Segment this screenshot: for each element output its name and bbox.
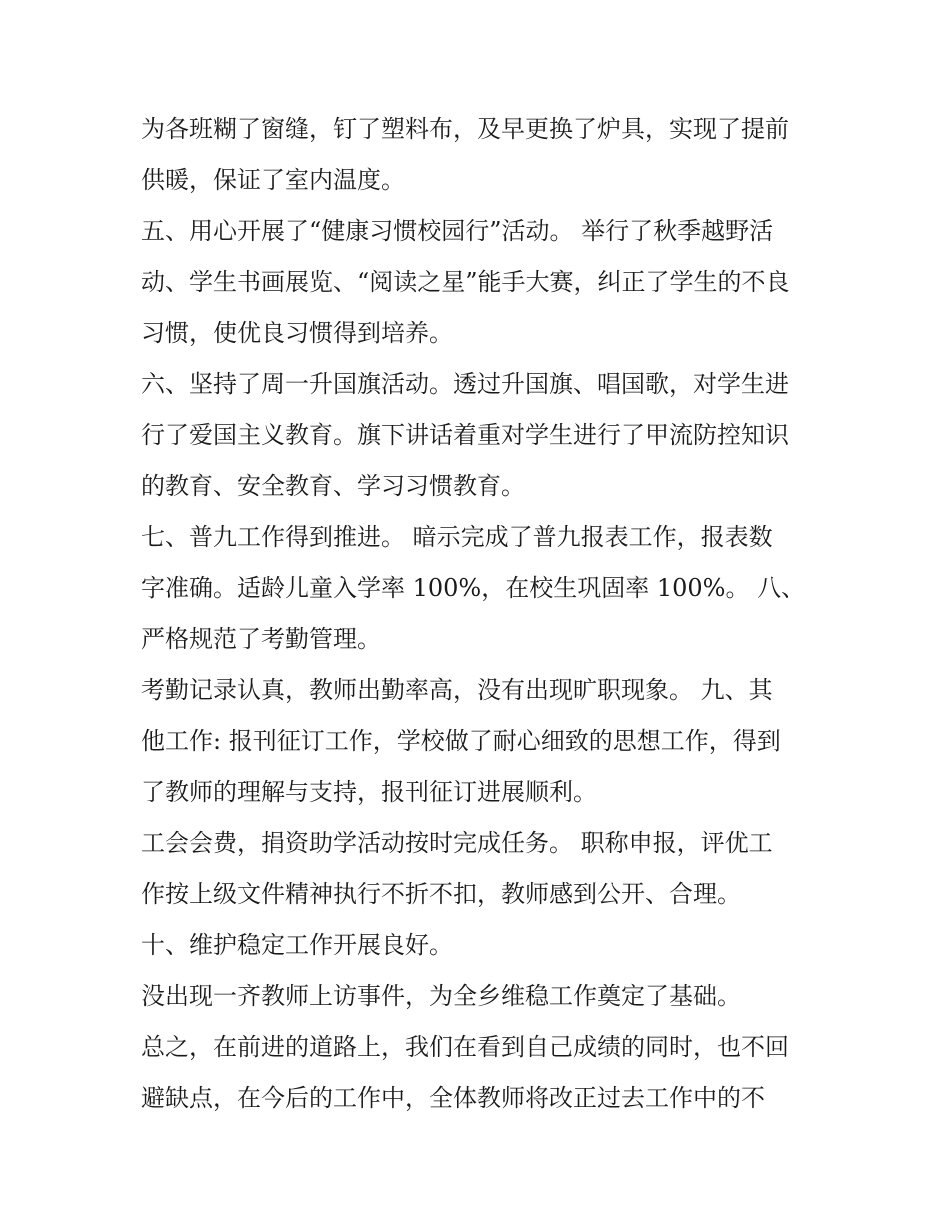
document-body	[141, 104, 816, 1124]
text-line-8: 的教育、安全教育、学习习惯教育。	[141, 472, 525, 500]
text-line-11: 严格规范了考勤管理。	[141, 625, 381, 653]
text-line-5: 习惯，使优良习惯得到培养。	[141, 319, 453, 347]
text-line-13: 他工作: 报刊征订工作，学校做了耐心细致的思想工作，得到	[141, 727, 781, 755]
text-line-2: 供暖，保证了室内温度。	[141, 166, 405, 194]
text-line-3: 五、用心开展了“健康习惯校园行”活动。 举行了秋季越野活	[141, 217, 774, 245]
text-line-15: 工会会费，捐资助学活动按时完成任务。 职称申报，评优工	[141, 829, 773, 857]
text-line-17: 十、维护稳定工作开展良好。	[141, 931, 453, 959]
text-line-6: 六、坚持了周一升国旗活动。透过升国旗、唱国歌，对学生进	[141, 370, 789, 398]
text-line-18: 没出现一齐教师上访事件，为全乡维稳工作奠定了基础。	[141, 982, 741, 1010]
text-line-7: 行了爱国主义教育。旗下讲话着重对学生进行了甲流防控知识	[141, 421, 789, 449]
text-line-16: 作按上级文件精神执行不折不扣，教师感到公开、合理。	[141, 880, 741, 908]
text-line-19: 总之，在前进的道路上，我们在看到自己成绩的同时，也不回	[141, 1033, 789, 1061]
text-line-1: 为各班糊了窗缝，钉了塑料布，及早更换了炉具，实现了提前	[141, 115, 789, 143]
text-line-4: 动、学生书画展览、“阅读之星”能手大赛，纠正了学生的不良	[141, 268, 790, 296]
text-line-20: 避缺点，在今后的工作中，全体教师将改正过去工作中的不	[141, 1084, 765, 1112]
text-line-10: 字准确。适龄儿童入学率 100%，在校生巩固率 100%。 八、	[141, 574, 806, 602]
text-line-9: 七、普九工作得到推进。 暗示完成了普九报表工作，报表数	[141, 523, 773, 551]
text-line-14: 了教师的理解与支持，报刊征订进展顺利。	[141, 778, 597, 806]
text-line-12: 考勤记录认真，教师出勤率高，没有出现旷职现象。 九、其	[141, 676, 773, 704]
